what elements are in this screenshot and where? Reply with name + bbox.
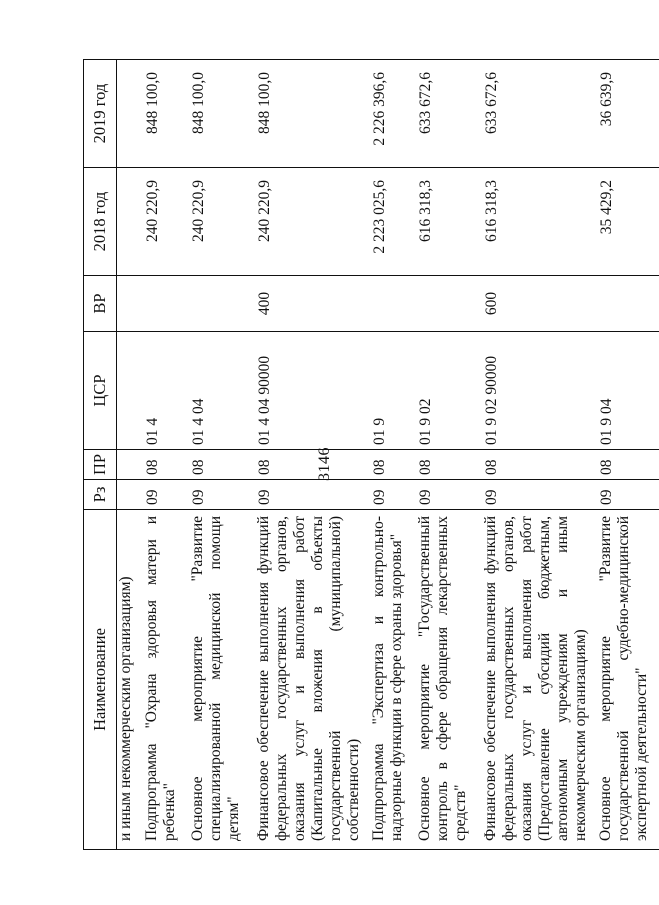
row-2019: 848 100,0 [185,60,251,168]
row-2018: 616 318,3 [478,168,593,276]
row-2018: 240 220,9 [251,168,366,276]
row-2018: 35 429,2 [593,168,659,276]
row-2018 [117,168,139,276]
column-header-vr: ВР [84,276,117,332]
row-vr [593,276,659,332]
table-row [478,60,593,850]
table-row [593,60,659,850]
column-header-pr: ПР [84,450,117,480]
column-header-2018: 2018 год [84,168,117,276]
row-2019: 36 639,9 [593,60,659,168]
row-pr: 08 [412,450,478,480]
row-name: Финансовое обеспечение выполнения функций федеральных государственных органов, оказания услуг и выполнения работ (Предоставление субсидий бюджетным, автономным учреждениям и иным некоммерческим организациям) [478,510,593,850]
table-row [412,60,478,850]
row-2019: 848 100,0 [251,60,366,168]
row-name: Основное мероприятие "Развитие специализированной медицинской помощи детям" [185,510,251,850]
row-2018: 2 223 025,6 [366,168,412,276]
table-row [117,60,139,850]
row-rz: 09 [593,480,659,510]
table-header-row [84,60,117,850]
row-csr: 01 9 02 90000 [478,332,593,450]
table-row [139,60,185,850]
row-pr: 08 [139,450,185,480]
row-csr: 01 9 02 [412,332,478,450]
row-pr: 08 [185,450,251,480]
row-pr [117,450,139,480]
row-2019: 2 226 396,6 [366,60,412,168]
budget-table-page [83,60,650,850]
column-header-rz: Рз [84,480,117,510]
row-pr: 08 [366,450,412,480]
row-2019: 848 100,0 [139,60,185,168]
row-name: Подпрограмма "Экспертиза и контрольно-надзорные функции в сфере охраны здоровья" [366,510,412,850]
row-pr: 08 [593,450,659,480]
row-vr: 600 [478,276,593,332]
row-2018: 616 318,3 [412,168,478,276]
row-vr [366,276,412,332]
row-csr: 01 9 04 [593,332,659,450]
table-row [185,60,251,850]
page-number: 3146 [316,447,333,481]
row-2018: 240 220,9 [185,168,251,276]
row-pr: 08 [478,450,593,480]
row-csr: 01 9 [366,332,412,450]
row-vr [412,276,478,332]
row-name: Подпрограмма "Охрана здоровья матери и ребенка" [139,510,185,850]
row-vr [139,276,185,332]
row-rz [117,480,139,510]
row-rz: 09 [366,480,412,510]
row-name: Основное мероприятие "Государственный контроль в сфере обращения лекарственных средств" [412,510,478,850]
row-pr: 08 [251,450,366,480]
row-2019 [117,60,139,168]
row-vr: 400 [251,276,366,332]
row-csr: 01 4 04 [185,332,251,450]
budget-table [83,59,659,850]
row-rz: 09 [251,480,366,510]
column-header-csr: ЦСР [84,332,117,450]
table-row [366,60,412,850]
row-vr [185,276,251,332]
row-2018: 240 220,9 [139,168,185,276]
row-rz: 09 [185,480,251,510]
column-header-name: Наименование [84,510,117,850]
row-rz: 09 [412,480,478,510]
row-name: Основное мероприятие "Развитие государственной судебно-медицинской экспертной деятельности" [593,510,659,850]
row-csr: 01 4 [139,332,185,450]
row-csr: 01 4 04 90000 [251,332,366,450]
row-csr [117,332,139,450]
row-2019: 633 672,6 [478,60,593,168]
row-vr [117,276,139,332]
row-name: Финансовое обеспечение выполнения функций федеральных государственных органов, оказания услуг и выполнения работ (Капитальные вложения в объекты государственной (муниципальной) собственности) [251,510,366,850]
table-row [251,60,366,850]
column-header-2019: 2019 год [84,60,117,168]
row-name: и иным некоммерческим организациям) [117,510,139,850]
row-2019: 633 672,6 [412,60,478,168]
row-rz: 09 [139,480,185,510]
row-rz: 09 [478,480,593,510]
